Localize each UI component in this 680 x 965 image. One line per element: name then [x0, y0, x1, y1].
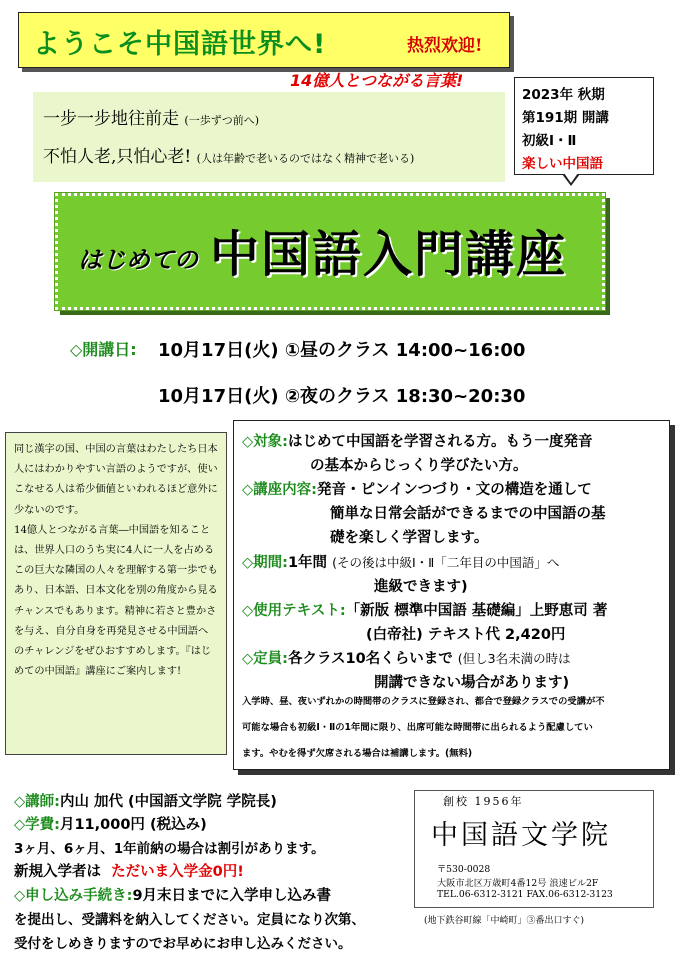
fee-line: ◇学費:月11,000円 (税込み) [14, 817, 207, 833]
school-access: (地下鉄谷町線「中崎町」③番出口すぐ) [424, 916, 585, 926]
title-prefix: はじめての [78, 246, 198, 274]
day-class-date: 10月17日(火) ①昼のクラス 14:00~16:00 [158, 340, 526, 361]
proverb-line-1: 一步一步地往前走 (一歩ずつ前へ) [43, 109, 259, 129]
text-row-2: (白帝社) テキスト代 2,420円 [366, 627, 566, 643]
capacity-row-2: 開講できない場合があります) [374, 675, 570, 691]
attendance-note-3: ます。やむを得ず欠席される場合は補講します。(無料) [242, 748, 473, 759]
school-name: 中国語文学院 [431, 820, 611, 851]
new-student-line: 新規入学者は ただいま入学金0円! [14, 864, 244, 880]
text-row: ◇使用テキスト:「新版 標準中国語 基礎編」上野恵司 著 [242, 603, 608, 619]
target-row: ◇対象:はじめて中国語を学習される方。もう一度発音 [242, 434, 593, 450]
period-row: ◇期間:1年間 (その後は中級Ⅰ・Ⅱ「二年目の中国語」へ [242, 555, 560, 571]
capacity-row: ◇定員:各クラス10名くらいまで (但し3名未満の時は [242, 651, 571, 667]
speech-tail-fill [564, 173, 578, 183]
term-course-name: 楽しい中国語 [522, 156, 603, 172]
term-level: 初級Ⅰ・Ⅱ [522, 133, 577, 149]
term-year: 2023年 秋期 [522, 87, 605, 103]
schedule-label: ◇開講日: [70, 340, 137, 359]
intro-paragraph-1: 同じ漢字の国、中国の言葉はわたしたち日本人にはわかりやすい言語のようですが、使いこなせる人は希少価値といわれるほど意外に少ないのです。 [14, 444, 218, 516]
apply-line-2: を提出し、受講料を納入してください。定員になり次第、 [14, 912, 365, 928]
school-card [414, 790, 654, 908]
course-details-box [233, 420, 670, 770]
welcome-banner [18, 12, 510, 68]
banner-title: ようこそ中国語世界へ! [33, 29, 327, 60]
school-established: 創校 1956年 [443, 795, 524, 808]
intro-paragraph-2: 14億人とつながる言葉―中国語を知ることは、世界人口のうち実に4人に一人を占めるこの巨大な隣国の人々を理解する第一歩でもあり、日本語、日本文化を別の角度から見るチャンスでもあります。精神に若さと豊かさを与え、自分自身を再発見させる中国語へのチャレンジをぜひおすすめします。『はじめての中国語』講座にご案内します! [14, 524, 218, 678]
title-main: 中国語入門講座 [210, 226, 568, 283]
apply-line-1: ◇申し込み手続き:9月末日までに入学申し込み書 [14, 888, 332, 904]
school-postal: 〒530-0028 [437, 864, 491, 875]
content-row-3: 礎を楽しく学習します。 [330, 530, 489, 546]
term-session: 第191期 開講 [522, 110, 609, 126]
period-row-2: 進級できます) [374, 579, 468, 595]
content-row-2: 簡単な日常会話ができるまでの中国語の基 [330, 506, 606, 522]
school-phone: TEL.06-6312-3121 FAX.06-6312-3123 [437, 889, 613, 900]
term-box [514, 77, 654, 175]
course-title [55, 193, 605, 310]
discount-line: 3ヶ月、6ヶ月、1年前納の場合は割引があります。 [14, 841, 325, 857]
proverb-line-2: 不怕人老,只怕心老! (人は年齢で老いるのではなく精神で老いる) [43, 147, 415, 167]
content-row: ◇講座内容:発音・ピンインつづり・文の構造を通して [242, 482, 592, 498]
attendance-note-2: 可能な場合も初級Ⅰ・Ⅱの1年間に限り、出席可能な時間帯に出られるよう配慮してい [242, 722, 593, 733]
target-row-2: の基本からじっくり学びたい方。 [310, 458, 528, 474]
proverb-box [33, 92, 505, 182]
night-class-date: 10月17日(火) ②夜のクラス 18:30~20:30 [158, 386, 526, 407]
school-address: 大阪市北区万歳町4番12号 浪速ビル2F [437, 878, 599, 889]
attendance-note-1: 入学時、昼、夜いずれかの時間帯のクラスに登録され、都合で登録クラスでの受講が不 [242, 696, 605, 707]
banner-chinese: 热烈欢迎! [407, 36, 483, 56]
tagline: 14億人とつながる言葉! [290, 71, 464, 90]
intro-box [5, 432, 227, 755]
teacher-line: ◇講師:内山 加代 (中国語文学院 学院長) [14, 794, 277, 810]
apply-line-3: 受付をしめきりますのでお早めにお申し込みください。 [14, 936, 352, 952]
